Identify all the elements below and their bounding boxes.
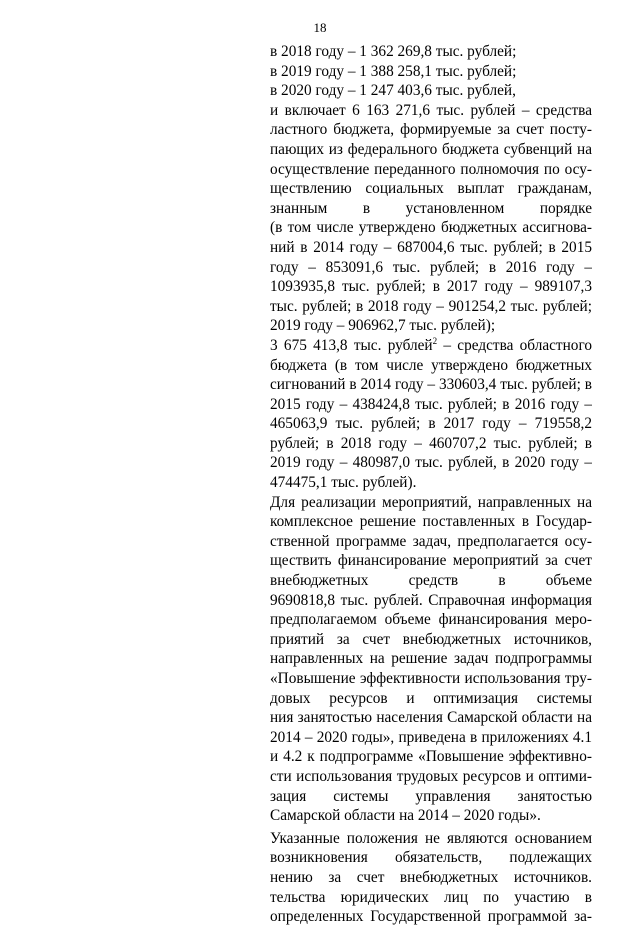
text-line: [270, 81, 592, 101]
text-line-content: пающих из федерального бюджета субвенций на: [270, 140, 592, 158]
text-line: [270, 434, 592, 454]
text-line-content: бюджета (в том числе утверждено бюджетных: [270, 356, 592, 374]
text-line-content: Указанные положения не являются основанием: [270, 829, 592, 847]
text-line-continuation: – средства областного: [437, 336, 592, 354]
text-line: [270, 179, 592, 199]
text-line: [270, 571, 592, 591]
text-line: [270, 512, 592, 532]
text-line-content: «Повышение эффективности использования тру-: [270, 670, 592, 687]
text-line: [270, 848, 592, 868]
text-line-content: приятий за счет внебюджетных источников,: [270, 630, 592, 648]
text-line: [270, 316, 592, 336]
text-line-content: Для реализации мероприятий, направленных на: [270, 493, 592, 511]
text-line-content: 2019 году – 906962,7 тыс. рублей);: [270, 317, 496, 335]
text-line: [270, 829, 592, 849]
text-line: [270, 395, 592, 415]
text-line: [270, 728, 592, 748]
text-line-content: 2014 – 2020 годы», приведена в приложениях 4.1: [270, 728, 592, 746]
text-line: [270, 591, 592, 611]
text-line-content: тельства юридических лиц по участию в: [270, 888, 592, 906]
text-line-content: 3 675 413,8 тыс. рублей: [270, 336, 433, 354]
text-line: [270, 888, 592, 908]
text-line-content: ластного бюджета, формируемые за счет посту-: [270, 121, 592, 139]
text-line: [270, 238, 592, 258]
text-line-content: и включает 6 163 271,6 тыс. рублей – средства: [270, 101, 592, 119]
text-line: [270, 375, 592, 395]
text-line: [270, 218, 592, 238]
text-line: [270, 767, 592, 787]
text-line-content: сти использования трудовых ресурсов и оптими-: [270, 767, 592, 785]
text-line-content: нению за счет внебюджетных источников.: [270, 868, 592, 886]
text-line: [270, 62, 592, 82]
text-line-content: 2015 году – 438424,8 тыс. рублей; в 2016 году –: [270, 395, 592, 413]
text-line-content: тыс. рублей; в 2018 году – 901254,2 тыс. рублей;: [270, 297, 592, 315]
text-line: [270, 630, 592, 650]
text-line-content: ственной программе задач, предполагается осу-: [270, 532, 592, 550]
text-line: [270, 160, 592, 180]
text-line: [270, 689, 592, 709]
text-line-content: сигнований в 2014 году – 330603,4 тыс. рублей; в: [270, 376, 592, 394]
text-line: [270, 649, 592, 669]
text-line-content: в 2020 году – 1 247 403,6 тыс. рублей,: [270, 82, 516, 100]
text-line-content: Самарской области на 2014 – 2020 годы».: [270, 807, 541, 825]
text-line: [270, 297, 592, 317]
text-line-content: (в том числе утверждено бюджетных ассигнова-: [270, 219, 592, 237]
text-line: [270, 532, 592, 552]
text-line-content: 2019 году – 480987,0 тыс. рублей, в 2020 году –: [270, 454, 592, 472]
text-line: [270, 493, 592, 513]
text-line: [270, 747, 592, 767]
text-line: [270, 806, 592, 826]
text-line-content: в 2019 году – 1 388 258,1 тыс. рублей;: [270, 62, 517, 80]
text-line-content: году – 853091,6 тыс. рублей; в 2016 году –: [270, 258, 592, 276]
text-line-content: предполагаемом объеме финансирования меро-: [270, 611, 592, 629]
text-line: [270, 868, 592, 888]
text-line: [270, 120, 592, 140]
text-line-content: осуществление переданного полномочия по осу-: [270, 160, 592, 178]
text-line: [270, 336, 592, 356]
text-line: [270, 473, 592, 493]
text-line: [270, 140, 592, 160]
text-line-content: довых ресурсов и оптимизация системы: [270, 689, 592, 707]
text-line: [270, 101, 592, 121]
text-line: [270, 787, 592, 807]
text-line: [270, 610, 592, 630]
text-line-content: ния занятостью населения Самарской области на: [270, 709, 592, 727]
text-line-content: направленных на решение задач подпрограммы: [270, 650, 592, 668]
footnote-marker: 2: [432, 335, 438, 346]
text-line: [270, 669, 592, 689]
text-line: [270, 551, 592, 571]
text-line-content: зация системы управления занятостью: [270, 787, 592, 805]
text-line-content: 1093935,8 тыс. рублей; в 2017 году – 989107,3: [270, 278, 592, 296]
text-line-content: ний в 2014 году – 687004,6 тыс. рублей; в 2015: [270, 238, 592, 256]
text-line: [270, 907, 592, 927]
page-number: 18: [313, 20, 327, 35]
text-line-content: ществлению социальных выплат гражданам,: [270, 180, 592, 198]
text-line: [270, 453, 592, 473]
text-line-content: 474475,1 тыс. рублей).: [270, 474, 417, 492]
text-line-content: знанным в установленном порядке: [270, 199, 592, 217]
text-line-content: 9690818,8 тыс. рублей. Справочная информация: [270, 591, 592, 609]
text-line-content: внебюджетных средств в объеме: [270, 572, 592, 590]
text-line-content: и 4.2 к подпрограмме «Повышение эффективно-: [270, 748, 592, 766]
text-line-content: комплексное решение поставленных в Государ-: [270, 513, 592, 531]
text-line-content: определенных Государственной программой за-: [270, 908, 592, 926]
text-line: [270, 42, 592, 62]
document-body: [270, 42, 592, 927]
text-line-content: возникновения обязательств, подлежащих: [270, 849, 592, 867]
text-line: [270, 356, 592, 376]
text-line: [270, 199, 592, 219]
text-line: [270, 708, 592, 728]
text-line: [270, 414, 592, 434]
text-line: [270, 277, 592, 297]
text-line-content: рублей; в 2018 году – 460707,2 тыс. рублей; в: [270, 434, 592, 452]
text-line-content: 465063,9 тыс. рублей; в 2017 году – 719558,2: [270, 415, 592, 433]
text-line-content: ществить финансирование мероприятий за счет: [270, 552, 592, 570]
text-line: [270, 258, 592, 278]
text-line-content: в 2018 году – 1 362 269,8 тыс. рублей;: [270, 43, 517, 60]
